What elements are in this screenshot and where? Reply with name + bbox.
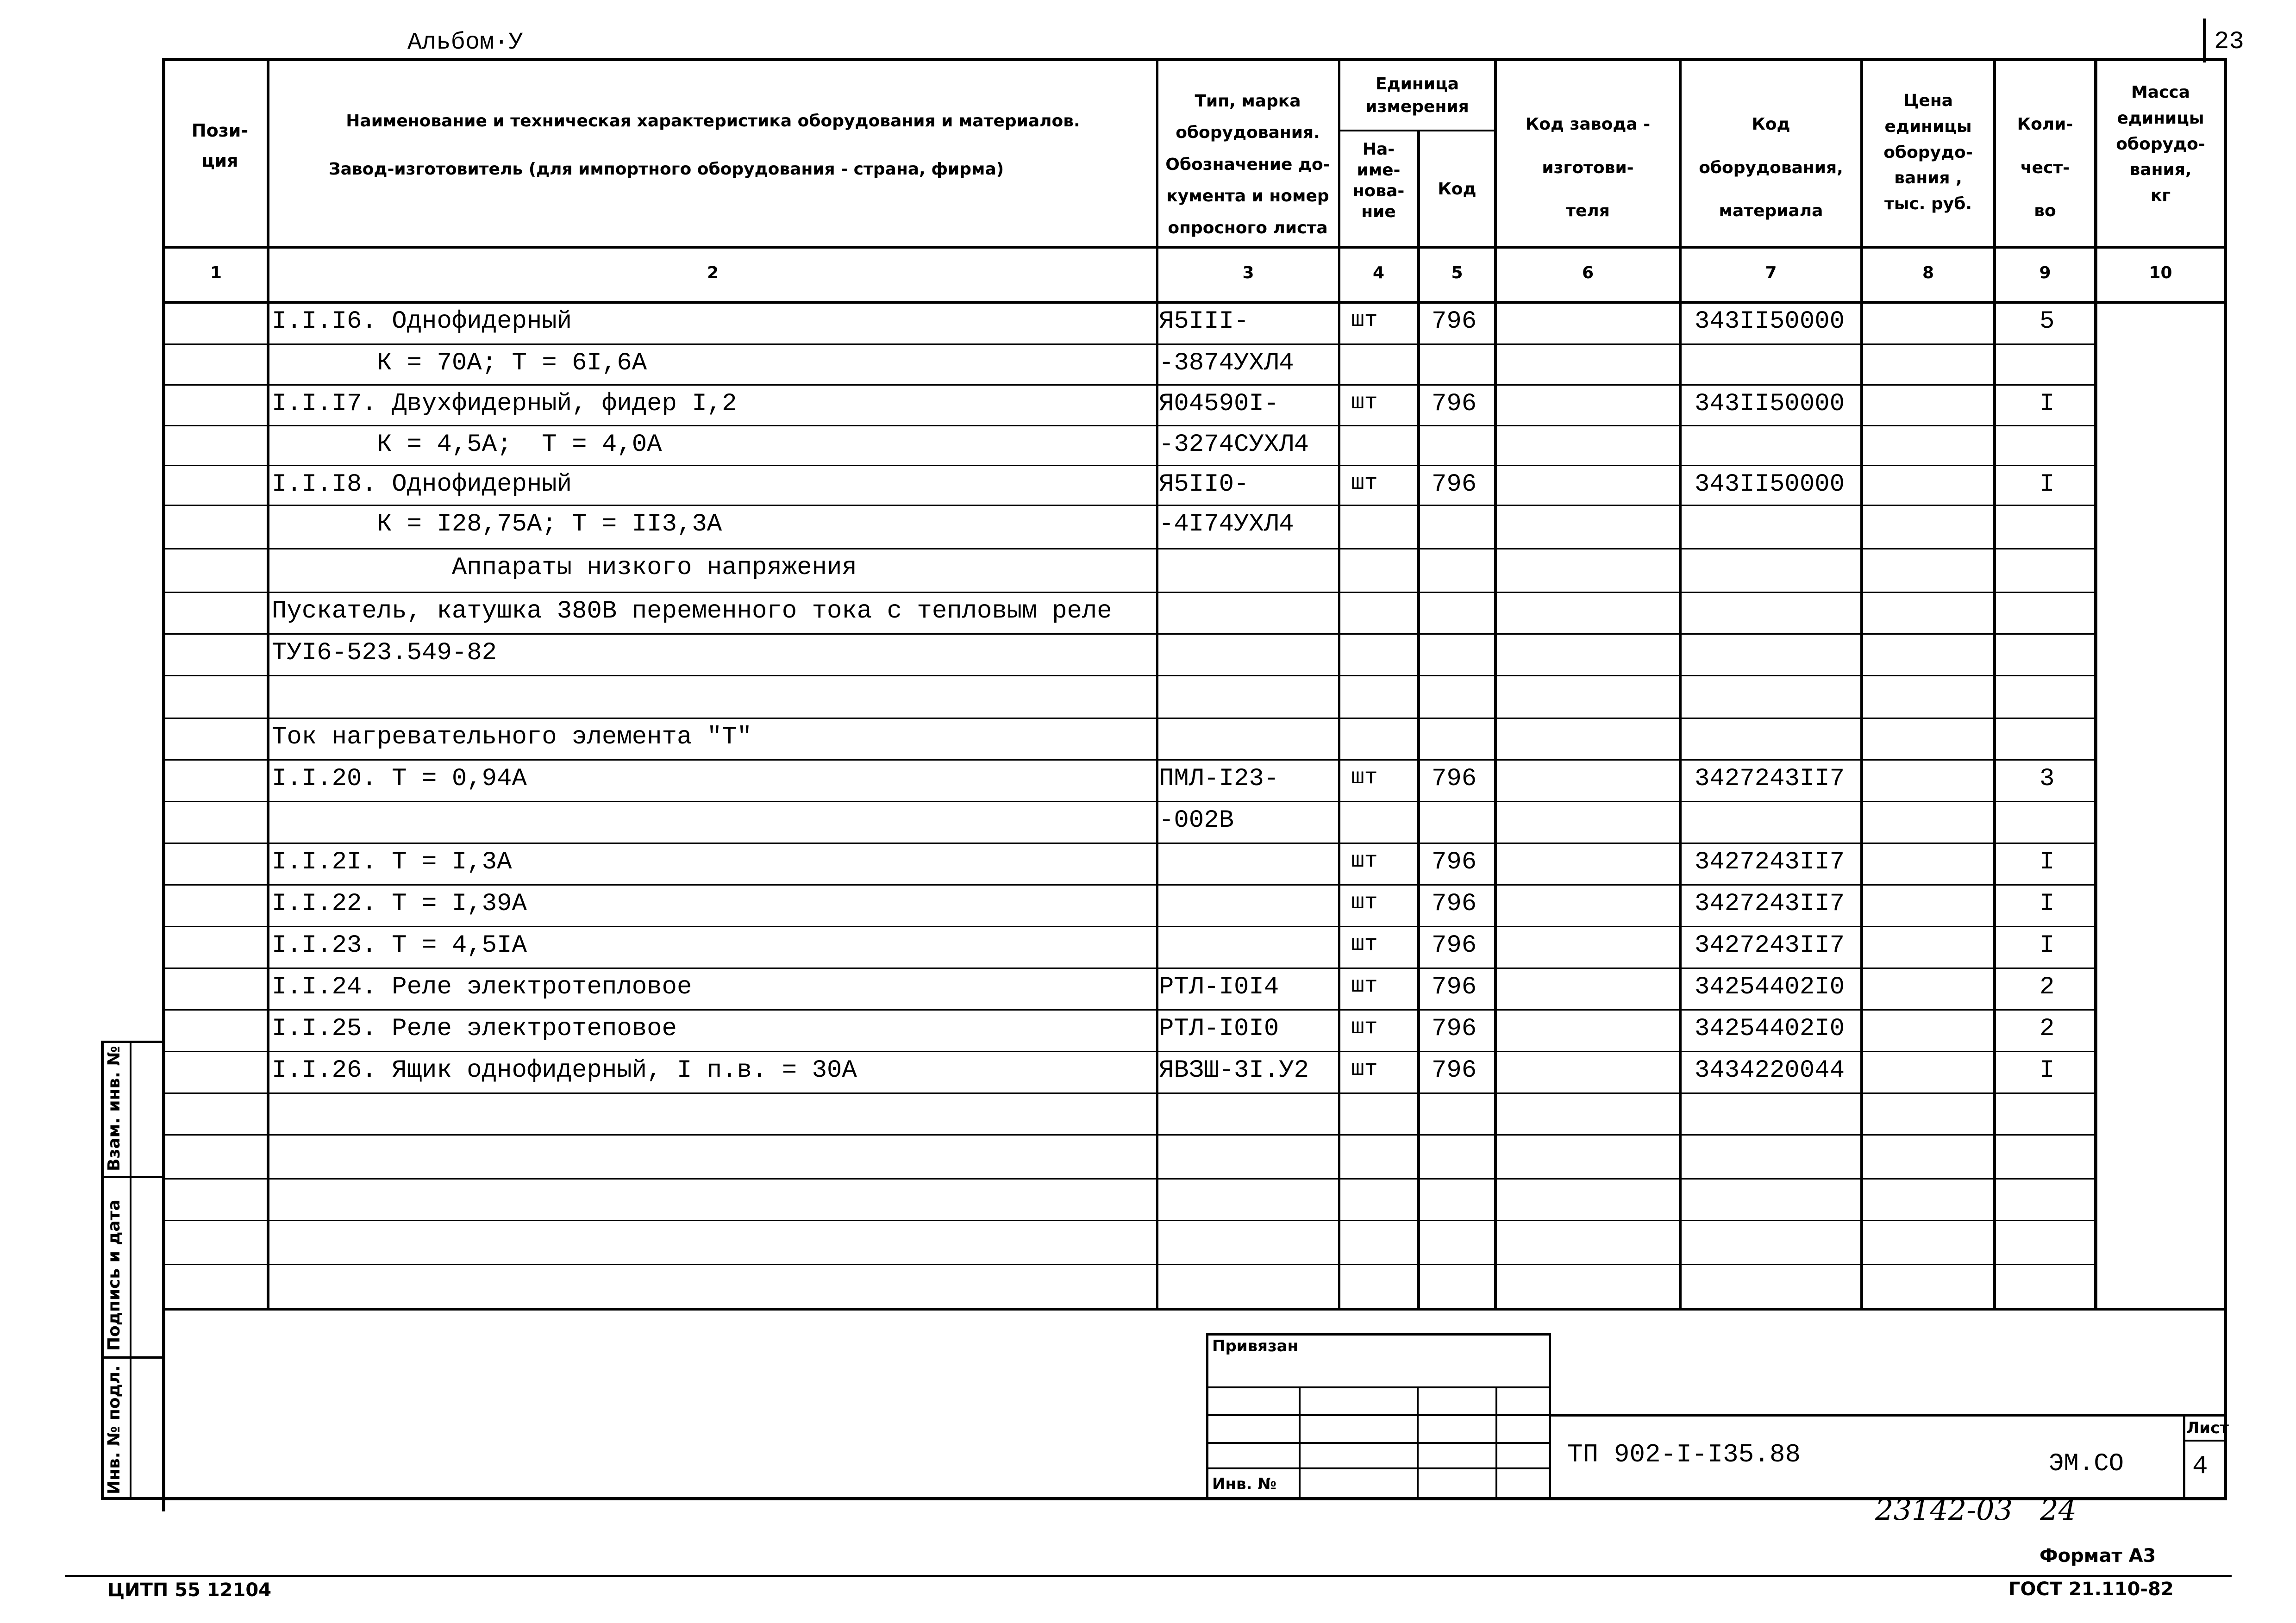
row-quantity: 5 (2039, 307, 2055, 336)
row-unit: шт (1351, 765, 1378, 790)
row-type: -3874УХЛ4 (1159, 349, 1294, 377)
document-mark: ЭМ.СО (2049, 1450, 2124, 1478)
row-name: I.I.I8. Однофидерный (272, 470, 572, 499)
col10-header: Масса единицы оборудо- вания, кг (2116, 83, 2205, 206)
row-code: 796 (1432, 931, 1477, 960)
row-unit: шт (1351, 390, 1378, 415)
row-quantity: I (2039, 390, 2055, 418)
col9-header: Коли- чест- во (2017, 115, 2073, 221)
row-unit: шт (1351, 890, 1378, 915)
row-quantity: I (2039, 931, 2055, 960)
row-quantity: I (2039, 848, 2055, 876)
row-quantity: 2 (2039, 973, 2055, 1001)
row-name: К = 4,5А; Т = 4,0А (272, 431, 662, 459)
col3-header: Тип, марка оборудования. Обозначение до- кумента и номер опросного листа (1165, 92, 1330, 237)
row-equipment-code: 3427243II7 (1695, 931, 1845, 960)
row-code: 796 (1432, 470, 1477, 499)
col-num: 9 (2039, 263, 2051, 282)
row-type: Я5III- (1159, 307, 1249, 336)
row-equipment-code: 3427243II7 (1695, 765, 1845, 793)
row-unit: шт (1351, 849, 1378, 874)
row-quantity: I (2039, 890, 2055, 918)
footer-line (65, 1575, 2232, 1577)
row-code: 796 (1432, 973, 1477, 1001)
row-type: -002В (1159, 806, 1234, 835)
row-equipment-code: 3434220044 (1695, 1056, 1845, 1085)
row-equipment-code: 343II50000 (1695, 470, 1845, 499)
row-name: I.I.23. Т = 4,5IА (272, 931, 527, 960)
col2-header-line1: Наименование и техническая характеристика оборудования и материалов. (346, 112, 1080, 131)
row-type: Я5II0- (1159, 470, 1249, 499)
row-quantity: I (2039, 1056, 2055, 1085)
unit-group-header: Единица измерения (1365, 75, 1469, 116)
vzam-inv-label: Взам. инв. № (105, 1046, 124, 1171)
list-value: 4 (2192, 1451, 2208, 1481)
row-code: 796 (1432, 390, 1477, 418)
privyazan-label: Привязан (1212, 1337, 1299, 1355)
inv-no-label: Инв. № (1212, 1475, 1277, 1493)
row-code: 796 (1432, 307, 1477, 336)
row-name: I.I.24. Реле электротепловое (272, 973, 692, 1001)
col-num: 7 (1765, 263, 1777, 282)
row-equipment-code: 34254402I0 (1695, 1015, 1845, 1043)
row-equipment-code: 3427243II7 (1695, 890, 1845, 918)
row-name: ТУI6-523.549-82 (272, 639, 497, 667)
row-unit: шт (1351, 932, 1378, 957)
row-equipment-code: 343II50000 (1695, 390, 1845, 418)
row-name: I.I.22. Т = I,39А (272, 890, 527, 918)
row-equipment-code: 34254402I0 (1695, 973, 1845, 1001)
row-unit: шт (1351, 471, 1378, 496)
row-name: I.I.20. Т = 0,94А (272, 765, 527, 793)
footer-left: ЦИТП 55 12104 (107, 1579, 272, 1601)
row-code: 796 (1432, 765, 1477, 793)
row-equipment-code: 3427243II7 (1695, 848, 1845, 876)
col-num: 10 (2149, 263, 2172, 282)
row-name: К = I28,75А; Т = II3,3А (272, 510, 722, 538)
col8-header: Цена единицы оборудо- вания , тыс. руб. (1883, 91, 1973, 214)
row-name: I.I.I6. Однофидерный (272, 307, 572, 336)
col5-header: Код (1438, 180, 1476, 199)
sheet-number-divider (2203, 19, 2206, 62)
col-num: 5 (1451, 263, 1463, 282)
row-name: Ток нагревательного элемента "Т" (272, 723, 752, 751)
row-quantity: 2 (2039, 1015, 2055, 1043)
row-name: I.I.26. Ящик однофидерный, I п.в. = 30А (272, 1056, 857, 1085)
col-num: 4 (1372, 263, 1385, 282)
col-num: 8 (1922, 263, 1934, 282)
col-num: 6 (1582, 263, 1594, 282)
podpis-data-label: Подпись и дата (105, 1199, 124, 1351)
col4-header: На- име- нова- ние (1352, 140, 1405, 221)
row-type: Я04590I- (1159, 390, 1279, 418)
col7-header: Код оборудования, материала (1699, 115, 1843, 221)
list-label: Лист (2186, 1419, 2229, 1437)
row-equipment-code: 343II50000 (1695, 307, 1845, 336)
col-num: 2 (707, 263, 719, 282)
footer-gost: ГОСТ 21.110-82 (2008, 1579, 2174, 1600)
row-quantity: I (2039, 470, 2055, 499)
row-name: Пускатель, катушка 380В переменного тока с тепловым реле (272, 597, 1112, 625)
row-type: -3274СУХЛ4 (1159, 431, 1309, 459)
document-code: ТП 902-I-I35.88 (1567, 1440, 1801, 1469)
col-num: 1 (210, 263, 222, 282)
row-code: 796 (1432, 1015, 1477, 1043)
row-type: РТЛ-I0I0 (1159, 1015, 1279, 1043)
row-type: ПМЛ-I23- (1159, 765, 1279, 793)
row-type: ЯВЗШ-3I.У2 (1159, 1056, 1309, 1085)
col-num: 3 (1242, 263, 1254, 282)
row-unit: шт (1351, 1015, 1378, 1040)
row-type: -4I74УХЛ4 (1159, 510, 1294, 538)
col6-header: Код завода - изготови- теля (1525, 115, 1651, 221)
handwritten-number: 23142-03 24 (1875, 1493, 2077, 1527)
row-name: Аппараты низкого напряжения (272, 554, 857, 582)
row-code: 796 (1432, 848, 1477, 876)
row-unit: шт (1351, 308, 1378, 333)
row-unit: шт (1351, 1057, 1378, 1082)
album-label: Альбом·У (407, 29, 523, 56)
col1-header: Пози- ция (191, 120, 249, 171)
inv-podl-label: Инв. № подл. (105, 1365, 124, 1494)
row-code: 796 (1432, 890, 1477, 918)
footer-format: Формат А3 (2039, 1545, 2156, 1567)
col2-header-line2: Завод-изготовитель (для импортного оборудования - страна, фирма) (329, 160, 1004, 179)
row-unit: шт (1351, 974, 1378, 999)
row-name: К = 70А; Т = 6I,6А (272, 349, 647, 377)
row-name: I.I.2I. Т = I,3А (272, 848, 512, 876)
row-code: 796 (1432, 1056, 1477, 1085)
row-type: РТЛ-I0I4 (1159, 973, 1279, 1001)
row-name: I.I.25. Реле электротеповое (272, 1015, 677, 1043)
row-name: I.I.I7. Двухфидерный, фидер I,2 (272, 390, 737, 418)
sheet-number: 23 (2214, 28, 2244, 56)
row-quantity: 3 (2039, 765, 2055, 793)
